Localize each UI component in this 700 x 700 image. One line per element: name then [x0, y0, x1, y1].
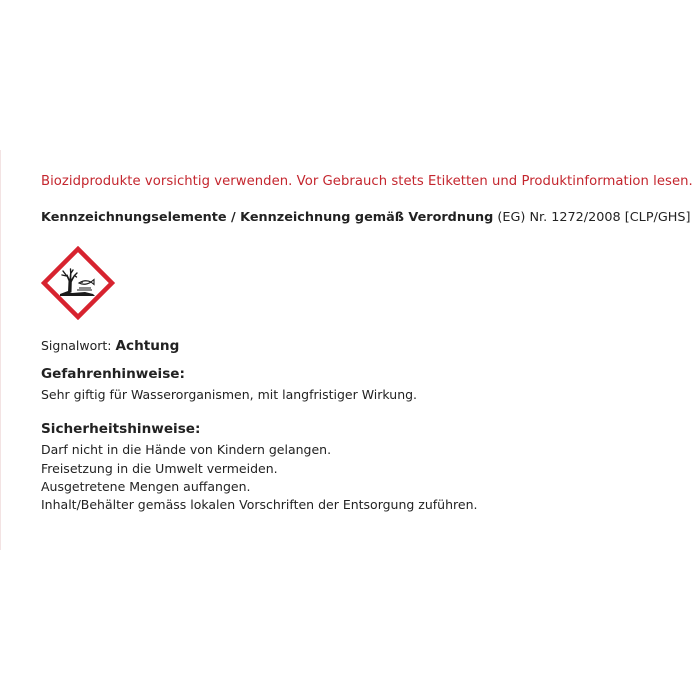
labelling-heading: [41, 210, 691, 225]
signal-word: [41, 338, 179, 354]
precautionary-statement-item: Freisetzung in die Umwelt vermeiden.: [41, 461, 278, 476]
ghs09-environment-hazard-icon: [41, 246, 115, 320]
precautionary-statement-item: Ausgetretene Mengen auffangen.: [41, 479, 251, 494]
labelling-heading-bold: Kennzeichnungselemente / Kennzeichnung gemäß Verordnung: [41, 210, 494, 225]
biocide-warning-text: Biozidprodukte vorsichtig verwenden. Vor Gebrauch stets Etiketten und Produktinformation lesen.: [41, 174, 693, 189]
left-border-line: [0, 150, 1, 550]
hazard-statements-title: Gefahrenhinweise:: [41, 366, 185, 382]
precautionary-statement-item: Inhalt/Behälter gemäss lokalen Vorschriften der Entsorgung zuführen.: [41, 497, 478, 512]
precautionary-statement-item: Darf nicht in die Hände von Kindern gelangen.: [41, 442, 332, 457]
labelling-heading-regulation: (EG) Nr. 1272/2008 [CLP/GHS]: [493, 210, 691, 225]
hazard-statement-item: Sehr giftig für Wasserorganismen, mit langfristiger Wirkung.: [41, 387, 418, 402]
precautionary-statements-title: Sicherheitshinweise:: [41, 421, 201, 437]
signal-word-label: Signalwort:: [41, 338, 116, 353]
signal-word-value: Achtung: [115, 338, 180, 354]
